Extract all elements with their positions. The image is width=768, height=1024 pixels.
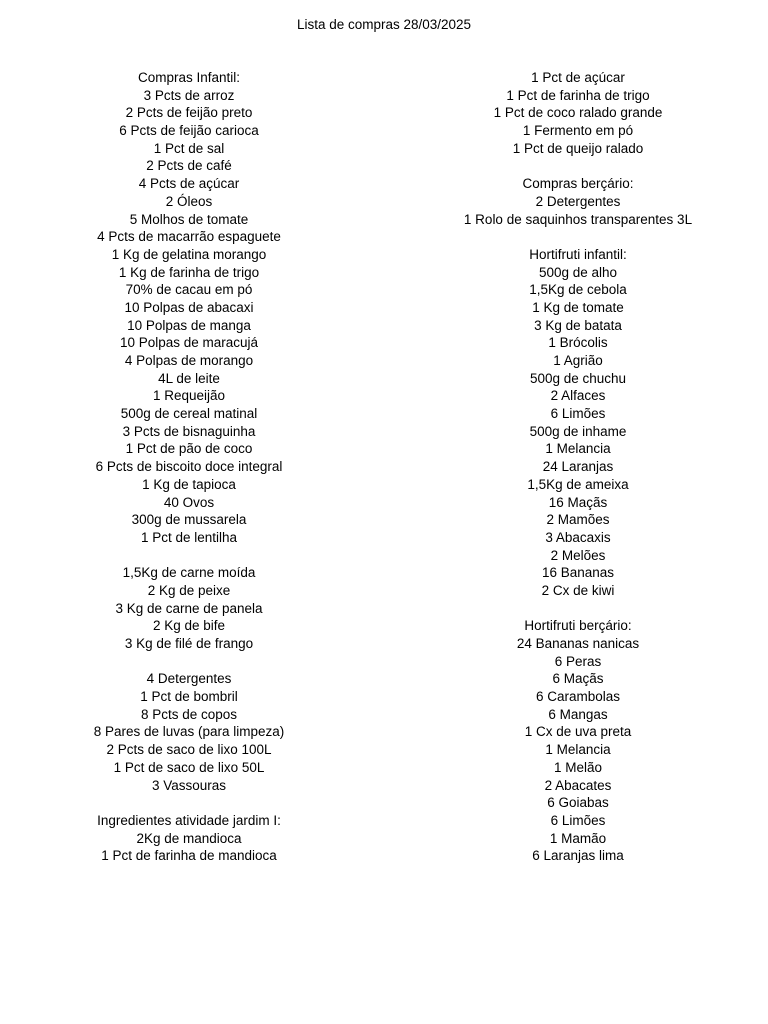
page-title: Lista de compras 28/03/2025 [296,17,472,32]
list-item: 40 Ovos [163,494,215,510]
list-item: 10 Polpas de manga [127,317,251,333]
list-item: 8 Pcts de copos [140,706,238,722]
list-item: 1 Kg de gelatina morango [111,246,267,262]
list-item: 1 Pct de sal [153,140,225,156]
list-item: 10 Polpas de maracujá [119,335,259,351]
list-item: 16 Maçãs [548,494,608,510]
list-item: 2 Óleos [165,193,213,209]
list-item: 3 Abacaxis [545,529,611,545]
list-item: 1 Pct de saco de lixo 50L [113,759,265,775]
list-item: 3 Kg de carne de panela [115,600,263,616]
list-item: 1 Rolo de saquinhos transparentes 3L [463,211,693,227]
list-item: 1 Brócolis [548,335,608,351]
blank-line [450,228,706,246]
list-item: 4L de leite [158,370,220,386]
blank-line [60,547,318,565]
list-item: 1,5Kg de cebola [529,282,627,298]
list-item: 2 Cx de kiwi [541,582,615,598]
list-item: 10 Polpas de abacaxi [124,299,254,315]
list-item: 1 Pct de queijo ralado [512,140,644,156]
list-item: 3 Kg de batata [534,317,622,333]
list-item: 1 Pct de açúcar [531,70,625,85]
blank-line [60,653,318,671]
list-item: 24 Bananas nanicas [516,636,640,651]
list-item: 16 Bananas [541,565,615,581]
list-item: 6 Laranjas lima [532,848,624,864]
list-item: 6 Goiabas [547,795,609,811]
list-item: 2 Abacates [544,777,612,793]
list-item: 500g de inhame [529,423,627,439]
list-item: 1 Pct de coco ralado grande [493,105,663,121]
list-item: 2 Alfaces [550,388,606,404]
list-item: 500g de chuchu [529,370,627,386]
list-item: 8 Pares de luvas (para limpeza) [93,724,285,740]
list-item: 6 Limões [550,812,606,828]
list-item: Hortifruti infantil: [529,246,627,262]
list-item: 70% de cacau em pó [125,282,253,298]
list-item: 2Kg de mandioca [136,830,242,846]
blank-line [60,794,318,812]
list-item: 4 Pcts de açúcar [138,176,240,192]
list-item: 2 Pcts de café [146,158,232,174]
list-item: 4 Polpas de morango [124,353,254,368]
list-item: 1 Kg de farinha de trigo [118,264,260,280]
list-item: 1 Mamão [549,830,607,846]
list-item: 1 Pct de farinha de mandioca [101,848,277,864]
list-item: 24 Laranjas [542,459,614,475]
list-item: 1 Fermento em pó [522,123,634,139]
list-item: 5 Molhos de tomate [129,211,249,227]
blank-line [450,600,706,618]
list-item: 2 Kg de bife [152,618,226,634]
list-item: 1 Pct de bombril [140,689,238,705]
list-item: 500g de alho [538,264,618,280]
list-item: 1,5Kg de carne moída [122,565,256,581]
list-item: 3 Kg de filé de frango [124,636,254,651]
list-item: 1,5Kg de ameixa [527,476,629,492]
list-item: 500g de cereal matinal [120,406,258,422]
blank-line [450,157,706,175]
list-item: 2 Detergentes [535,193,621,209]
list-item: 6 Pcts de biscoito doce integral [95,459,283,475]
shopping-list-right-column [450,69,706,865]
list-item: 1 Pct de lentilha [140,529,238,545]
list-item: Ingredientes atividade jardim I: [97,812,281,828]
list-item: 4 Detergentes [146,671,232,687]
list-item: 2 Kg de peixe [147,582,231,598]
list-item: 3 Pcts de bisnaguinha [122,423,256,439]
list-item: 6 Mangas [548,706,608,722]
list-item: 2 Mamões [546,512,610,528]
list-item: 1 Pct de pão de coco [125,441,253,457]
list-item: 2 Pcts de feijão preto [125,105,253,121]
list-item: 1 Melancia [545,742,611,758]
list-item: 1 Cx de uva preta [524,724,632,740]
list-item: 6 Carambolas [535,689,621,705]
list-item: 6 Maçãs [552,671,604,687]
list-item: 3 Pcts de arroz [143,87,235,103]
list-item: Compras berçário: [522,176,634,192]
list-item: 1 Agrião [553,353,603,368]
list-item: 6 Limões [550,406,606,422]
list-item: 2 Pcts de saco de lixo 100L [106,742,272,758]
list-item: 1 Pct de farinha de trigo [506,87,650,103]
list-item: 3 Vassouras [151,777,227,793]
list-item: 1 Kg de tapioca [142,476,236,492]
list-item: Hortifruti berçário: [524,618,632,634]
list-item: 1 Requeijão [152,388,226,404]
list-item: 1 Melancia [545,441,611,457]
list-item: 6 Pcts de feijão carioca [119,123,259,139]
shopping-list-left-column [60,69,318,865]
list-item: 1 Kg de tomate [532,299,624,315]
list-item: 2 Melões [550,547,606,563]
list-item: 6 Peras [554,653,602,669]
list-item: 1 Melão [553,759,603,775]
list-item: Compras Infantil: [137,70,241,85]
list-item: 4 Pcts de macarrão espaguete [97,229,281,245]
list-item: 300g de mussarela [131,512,247,528]
